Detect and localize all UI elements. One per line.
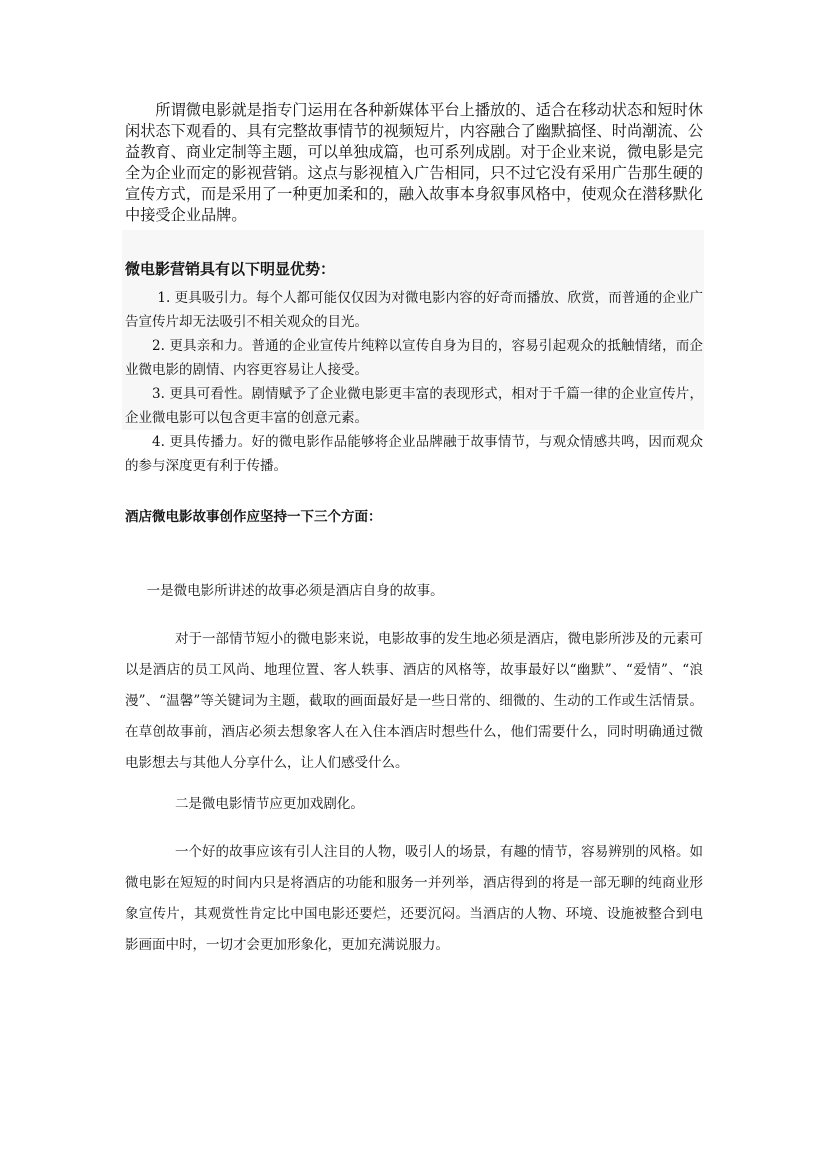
advantage-item-1: 1. 更具吸引力。每个人都可能仅仅因为对微电影内容的好奇而播放、欣赏，而普通的企业广告宣传片却无法吸引不相关观众的目光。 [125,290,703,330]
advantages-heading: 微电影营销具有以下明显优势： [125,260,336,278]
advantage-item-4: 4. 更具传播力。好的微电影作品能够将企业品牌融于故事情节，与观众情感共鸣，因而观众的参与深度更有利于传播。 [125,434,703,474]
advantage-item-3: 3. 更具可看性。剧情赋予了企业微电影更丰富的表现形式，相对于千篇一律的企业宣传片，企业微电影可以包含更丰富的创意元素。 [125,386,703,426]
advantage-item-2: 2. 更具亲和力。普通的企业宣传片纯粹以宣传自身为目的，容易引起观众的抵触情绪，而企业微电影的剧情、内容更容易让人接受。 [125,338,703,378]
hotel-point-1: 一是微电影所讲述的故事必须是酒店自身的故事。 [146,583,444,599]
hotel-point-2: 二是微电影情节应更加戏剧化。 [174,796,364,812]
hotel-paragraph-2: 一个好的故事应该有引人注目的人物，吸引人的场景，有趣的情节，容易辨别的风格。如微电影在短短的时间内只是将酒店的功能和服务一并列举，酒店得到的将是一部无聊的纯商业形象宣传片，其观赏性肯定比中国电影还要烂，还要沉闷。当酒店的人物、环境、设施被整合到电影画面中时，一切才会更加形象化，更加充满说服力。 [125,844,703,953]
hotel-paragraph-1: 对于一部情节短小的微电影来说，电影故事的发生地必须是酒店，微电影所涉及的元素可以是酒店的员工风尚、地理位置、客人轶事、酒店的风格等，故事最好以“幽默”、“爱情”、“浪漫”、“温馨”等关键词为主题，截取的画面最好是一些日常的、细微的、生动的工作或生活情景。在草创故事前，酒店必须去想象客人在入住本酒店时想些什么，他们需要什么，同时明确通过微电影想去与其他人分享什么，让人们感受什么。 [125,631,703,771]
intro-paragraph: 所谓微电影就是指专门运用在各种新媒体平台上播放的、适合在移动状态和短时休闲状态下观看的、具有完整故事情节的视频短片，内容融合了幽默搞怪、时尚潮流、公益教育、商业定制等主题，可以单独成篇，也可系列成剧。对于企业来说，微电影是完全为企业而定的影视营销。这点与影视植入广告相同，只不过它没有采用广告那生硬的宣传方式，而是采用了一种更加柔和的，融入故事本身叙事风格中，使观众在潜移默化中接受企业品牌。 [125,101,703,224]
hotel-section-heading: 酒店微电影故事创作应坚持一下三个方面： [125,509,382,525]
